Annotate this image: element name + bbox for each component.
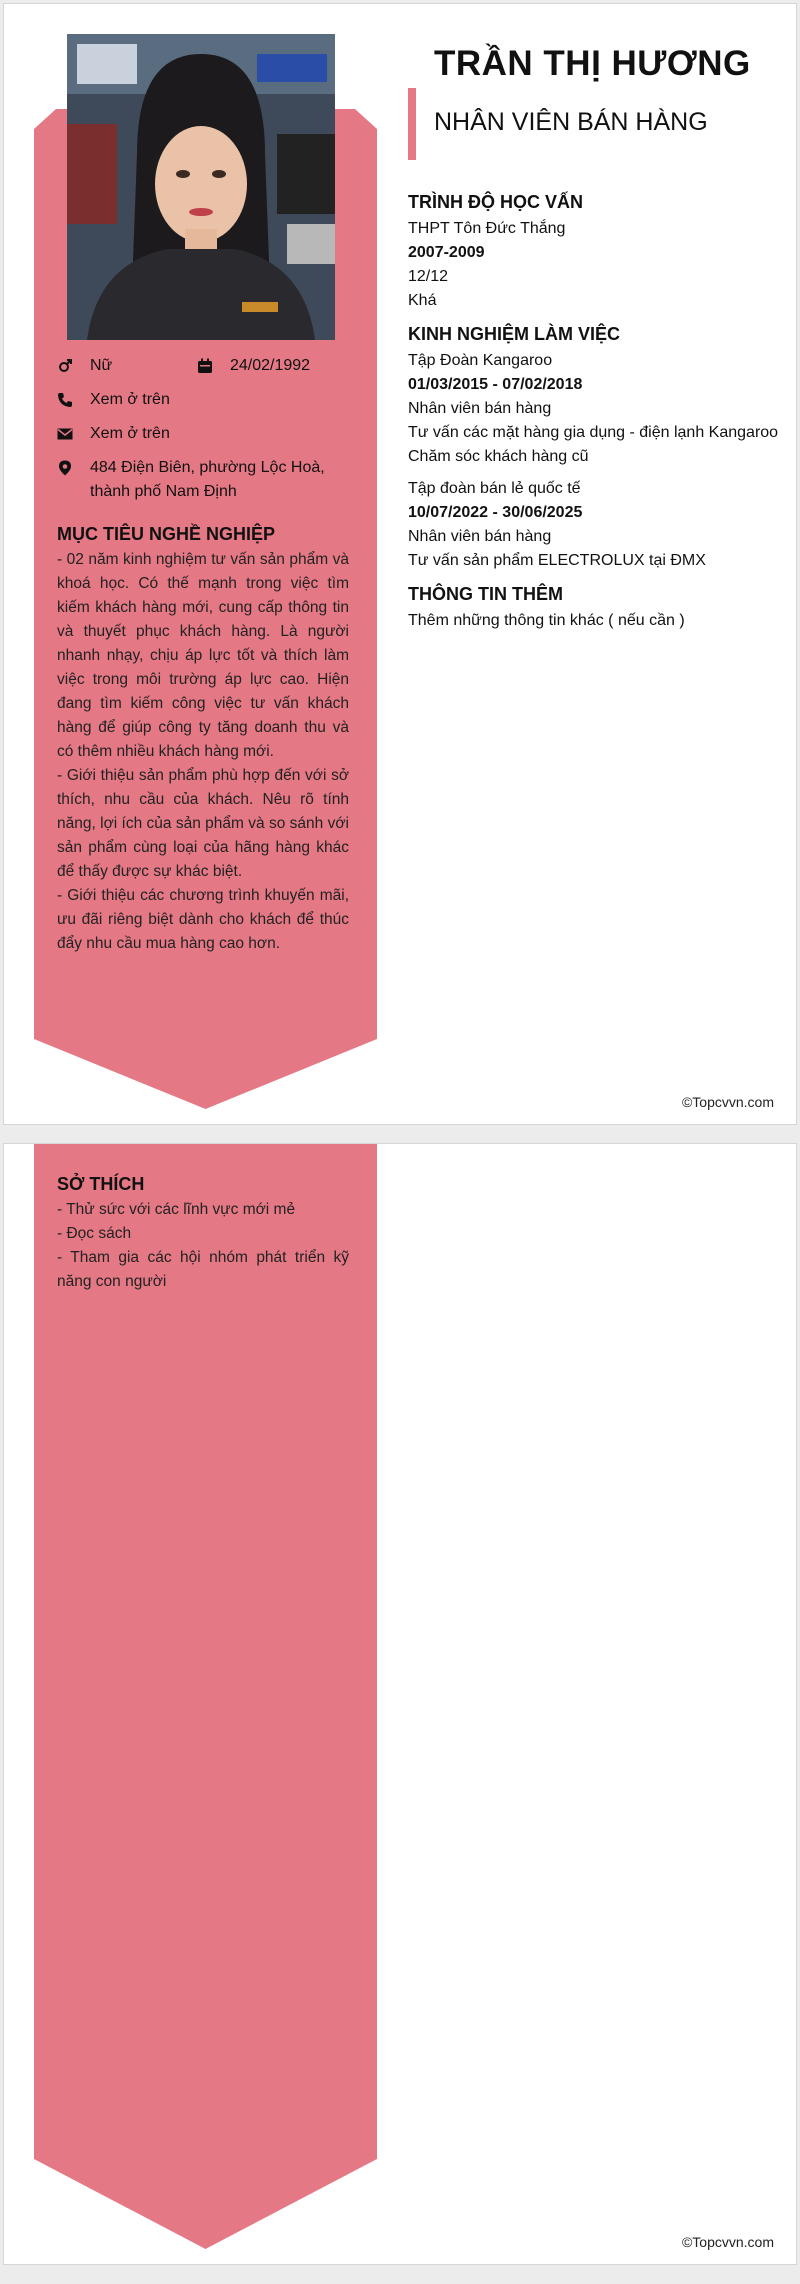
education-rank: Khá: [408, 292, 437, 309]
objective-paragraph: - 02 năm kinh nghiệm tư vấn sản phẩm và khoá học. Có thế mạnh trong việc tìm kiếm khách hàng mới, cung cấp thông tin và thuyết phục khách hàng. Là người nhanh nhạy, chịu áp lực tốt và thích làm việc trong môi trường áp lực cao. Hiện đang tìm kiếm công việc tư vấn khách hàng để giúp công ty tăng doanh thu và có thêm nhiều khách hàng mới.: [57, 551, 349, 760]
hobbies-list: [57, 1198, 349, 1294]
birthday-value: 24/02/1992: [230, 357, 311, 374]
objective-title: MỤC TIÊU NGHỀ NGHIỆP: [57, 524, 276, 544]
profile-photo: [67, 34, 335, 340]
objective-paragraph: - Giới thiệu các chương trình khuyến mãi, ưu đãi riêng biệt dành cho khách để thúc đẩy nhu cầu mua hàng cao hơn.: [57, 887, 349, 952]
education-school: THPT Tôn Đức Thắng: [408, 220, 566, 237]
job-company: Tập Đoàn Kangaroo: [408, 352, 553, 369]
job-company: Tập đoàn bán lẻ quốc tế: [408, 480, 581, 497]
gender-row: [57, 354, 112, 378]
footer-credit: ©Topcvvn.com: [681, 2234, 774, 2250]
address-line-1: 484 Điện Biên, phường Lộc Hoà,: [90, 459, 325, 476]
job-description: Chăm sóc khách hàng cũ: [408, 448, 589, 465]
job-title: NHÂN VIÊN BÁN HÀNG: [434, 108, 708, 136]
title-accent-bar: [408, 88, 416, 160]
objective-paragraph: - Giới thiệu sản phẩm phù hợp đến với sở thích, nhu cầu của khách. Nêu rõ tính năng, lợi ích của sản phẩm và so sánh với sản phẩm cùng loại của hãng hàng khác để thấy được sự khác biệt.: [57, 767, 349, 880]
phone-icon: [57, 392, 73, 408]
education-block: [408, 217, 565, 313]
experience-job-2: [408, 477, 706, 573]
experience-title: KINH NGHIỆM LÀM VIỆC: [408, 324, 621, 344]
hobby-item: - Thử sức với các lĩnh vực mới mẻ: [57, 1201, 296, 1218]
hobby-item: - Đọc sách: [57, 1225, 132, 1242]
footer-credit: ©Topcvvn.com: [681, 1094, 774, 1110]
education-period: 2007-2009: [408, 244, 485, 261]
sidebar-band: [34, 1144, 377, 2249]
job-period: 01/03/2015 - 07/02/2018: [408, 376, 583, 393]
gender-value: Nữ: [90, 357, 113, 374]
cv-page-2: [3, 1143, 797, 2265]
mail-icon: [57, 426, 73, 442]
cv-page-1: [3, 3, 797, 1125]
education-grade: 12/12: [408, 268, 449, 285]
experience-job-1: [408, 349, 778, 469]
candidate-name: TRẦN THỊ HƯƠNG: [434, 44, 751, 83]
extra-info-text: Thêm những thông tin khác ( nếu cần ): [408, 612, 685, 629]
job-description: Tư vấn các mặt hàng gia dụng - điện lạnh Kangaroo: [408, 424, 779, 441]
objective-body: [57, 548, 349, 956]
phone-row: [57, 388, 170, 412]
birthday-row: [197, 354, 310, 378]
job-position: Nhân viên bán hàng: [408, 528, 552, 545]
hobbies-title: SỞ THÍCH: [57, 1174, 145, 1194]
gender-icon: [57, 358, 73, 374]
address-line-2: thành phố Nam Định: [90, 483, 237, 500]
address-row: [57, 456, 325, 504]
hobby-item: - Tham gia các hội nhóm phát triển kỹ năng con người: [57, 1249, 349, 1290]
job-description: Tư vấn sản phẩm ELECTROLUX tại ĐMX: [408, 552, 706, 569]
phone-value: Xem ở trên: [90, 391, 170, 408]
job-period: 10/07/2022 - 30/06/2025: [408, 504, 583, 521]
email-value: Xem ở trên: [90, 425, 170, 442]
job-position: Nhân viên bán hàng: [408, 400, 552, 417]
calendar-icon: [197, 358, 213, 374]
education-title: TRÌNH ĐỘ HỌC VẤN: [408, 192, 583, 212]
location-pin-icon: [57, 460, 73, 476]
extra-info-title: THÔNG TIN THÊM: [408, 584, 563, 604]
email-row: [57, 422, 170, 446]
